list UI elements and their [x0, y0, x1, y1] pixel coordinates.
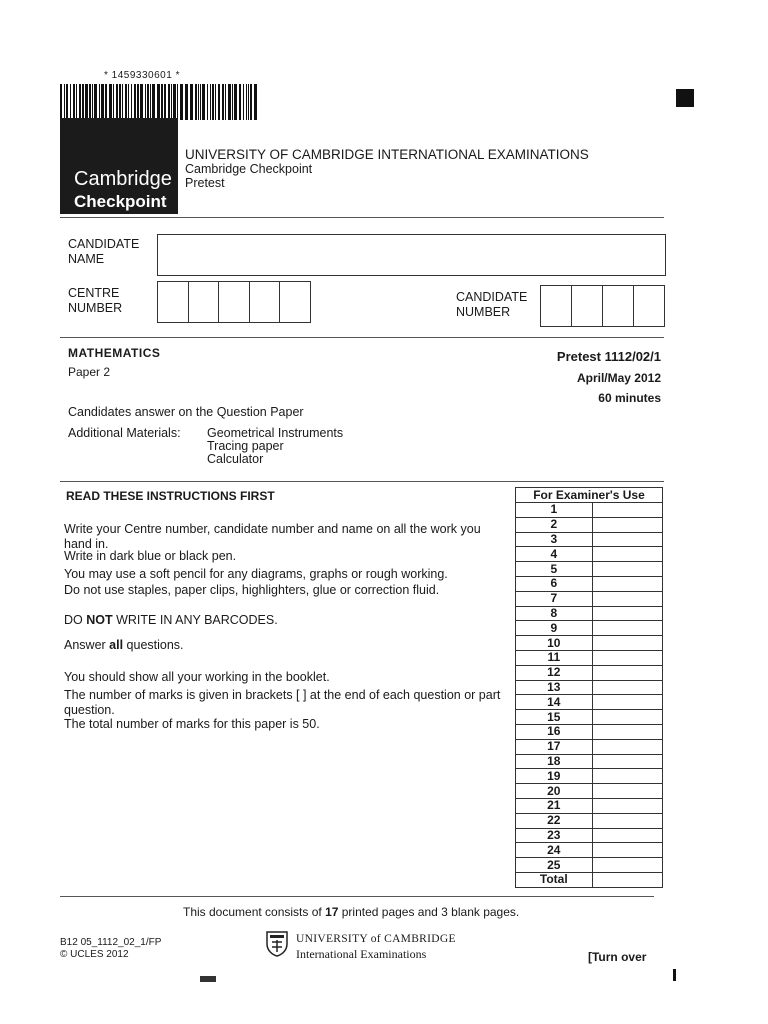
question-number: 8: [516, 606, 593, 621]
question-number: 21: [516, 798, 593, 813]
mark-cell[interactable]: [592, 754, 662, 769]
mark-cell[interactable]: [592, 503, 662, 518]
ucie-subtitle: International Examinations: [296, 947, 427, 961]
question-number: 19: [516, 769, 593, 784]
centre-number-field[interactable]: [157, 281, 311, 323]
total-mark-cell[interactable]: [592, 872, 662, 887]
exam-date: April/May 2012: [576, 371, 661, 385]
examiner-row: [516, 739, 663, 754]
examiner-use-table: [515, 487, 663, 888]
mark-cell[interactable]: [592, 562, 662, 577]
mark-cell[interactable]: [592, 710, 662, 725]
cambridge-checkpoint-logo: [60, 118, 178, 214]
instruction-line: You may use a soft pencil for any diagrams, graphs or rough working.: [64, 567, 448, 581]
question-number: 7: [516, 591, 593, 606]
mark-cell[interactable]: [592, 680, 662, 695]
logo-line-1: Cambridge: [74, 168, 172, 190]
instructions-heading: READ THESE INSTRUCTIONS FIRST: [66, 489, 275, 503]
instruction-line: Do not use staples, paper clips, highlighters, glue or correction fluid.: [64, 583, 440, 597]
answer-instruction: Candidates answer on the Question Paper: [68, 405, 304, 419]
examiner-row: [516, 636, 663, 651]
examiner-row: [516, 858, 663, 873]
question-number: 4: [516, 547, 593, 562]
mark-cell[interactable]: [592, 724, 662, 739]
question-number: 16: [516, 724, 593, 739]
mark-cell[interactable]: [592, 739, 662, 754]
question-number: 15: [516, 710, 593, 725]
examiner-row: [516, 621, 663, 636]
instruction-line: Write your Centre number, candidate number and name on all the work you hand in.: [64, 522, 481, 551]
total-label: Total: [516, 872, 593, 887]
mark-cell[interactable]: [592, 636, 662, 651]
examiner-table-heading: For Examiner's Use: [516, 488, 663, 503]
question-number: 20: [516, 784, 593, 799]
centre-number-label: CENTRE NUMBER: [68, 286, 123, 315]
examiner-row: [516, 532, 663, 547]
turn-over: [Turn over: [588, 950, 647, 964]
subject: MATHEMATICS: [68, 346, 161, 360]
instruction-line: Write in dark blue or black pen.: [64, 549, 237, 563]
instruction-line: The number of marks is given in brackets [ ] at the end of each question or part question.: [64, 688, 501, 717]
question-number: 14: [516, 695, 593, 710]
barcode-warning: DO NOT WRITE IN ANY BARCODES.: [64, 613, 278, 627]
examiner-row: [516, 517, 663, 532]
registration-mark: [673, 969, 676, 981]
mark-cell[interactable]: [592, 606, 662, 621]
examiner-row: [516, 680, 663, 695]
barcode: [60, 84, 258, 120]
mark-cell[interactable]: [592, 621, 662, 636]
examiner-row: [516, 754, 663, 769]
question-number: 25: [516, 858, 593, 873]
candidate-name-field[interactable]: [157, 234, 666, 276]
mark-cell[interactable]: [592, 591, 662, 606]
mark-cell[interactable]: [592, 547, 662, 562]
mark-cell[interactable]: [592, 665, 662, 680]
crest-icon: [266, 931, 288, 957]
mark-cell[interactable]: [592, 650, 662, 665]
examiner-row: [516, 769, 663, 784]
exam-board: UNIVERSITY OF CAMBRIDGE INTERNATIONAL EXAMINATIONS: [185, 147, 589, 162]
question-number: 23: [516, 828, 593, 843]
materials-list: Geometrical Instruments Tracing paper Calculator: [207, 426, 344, 466]
divider: [60, 481, 664, 482]
mark-cell[interactable]: [592, 532, 662, 547]
examiner-row: [516, 798, 663, 813]
registration-mark: [676, 89, 694, 107]
small-barcode: [200, 976, 216, 982]
mark-cell[interactable]: [592, 813, 662, 828]
question-number: 5: [516, 562, 593, 577]
examiner-row: [516, 562, 663, 577]
question-number: 10: [516, 636, 593, 651]
examiner-row: [516, 828, 663, 843]
paper-number: Paper 2: [68, 365, 111, 379]
divider: [60, 896, 654, 897]
question-number: 12: [516, 665, 593, 680]
examiner-row: [516, 547, 663, 562]
examiner-row: [516, 503, 663, 518]
question-number: 18: [516, 754, 593, 769]
mark-cell[interactable]: [592, 576, 662, 591]
examiner-row: [516, 650, 663, 665]
answer-all: Answer all questions.: [64, 638, 184, 652]
mark-cell[interactable]: [592, 843, 662, 858]
document-reference: B12 05_1112_02_1/FP © UCLES 2012: [60, 937, 162, 960]
examiner-row: [516, 784, 663, 799]
page-count: This document consists of 17 printed pages and 3 blank pages.: [183, 905, 520, 919]
mark-cell[interactable]: [592, 858, 662, 873]
candidate-number-field[interactable]: [540, 285, 665, 327]
mark-cell[interactable]: [592, 695, 662, 710]
mark-cell[interactable]: [592, 798, 662, 813]
exam-type: Pretest: [185, 176, 225, 190]
examiner-row: [516, 576, 663, 591]
exam-duration: 60 minutes: [598, 391, 661, 405]
exam-series: Cambridge Checkpoint: [185, 162, 313, 176]
divider: [60, 337, 664, 338]
question-number: 24: [516, 843, 593, 858]
question-number: 11: [516, 650, 593, 665]
barcode-number: * 1459330601 *: [104, 70, 180, 81]
examiner-row: [516, 591, 663, 606]
examiner-row: [516, 695, 663, 710]
question-number: 9: [516, 621, 593, 636]
candidate-number-label: CANDIDATE NUMBER: [456, 290, 528, 319]
mark-cell[interactable]: [592, 517, 662, 532]
instruction-line: You should show all your working in the booklet.: [64, 670, 330, 684]
total-row: [516, 872, 663, 887]
question-number: 22: [516, 813, 593, 828]
examiner-row: [516, 665, 663, 680]
mark-cell[interactable]: [592, 828, 662, 843]
examiner-row: [516, 724, 663, 739]
question-number: 2: [516, 517, 593, 532]
examiner-row: [516, 843, 663, 858]
examiner-row: [516, 606, 663, 621]
logo-line-2: Checkpoint: [74, 192, 167, 211]
mark-cell[interactable]: [592, 769, 662, 784]
candidate-name-label: CANDIDATE NAME: [68, 237, 140, 266]
question-number: 3: [516, 532, 593, 547]
examiner-row: [516, 813, 663, 828]
ucie-name: UNIVERSITY of CAMBRIDGE: [296, 933, 456, 945]
question-number: 6: [516, 576, 593, 591]
question-number: 17: [516, 739, 593, 754]
divider: [60, 217, 664, 218]
question-number: 1: [516, 503, 593, 518]
paper-code: Pretest 1112/02/1: [556, 349, 661, 364]
examiner-row: [516, 710, 663, 725]
mark-cell[interactable]: [592, 784, 662, 799]
question-number: 13: [516, 680, 593, 695]
instruction-line: The total number of marks for this paper is 50.: [64, 717, 320, 731]
materials-label: Additional Materials:: [68, 426, 181, 440]
